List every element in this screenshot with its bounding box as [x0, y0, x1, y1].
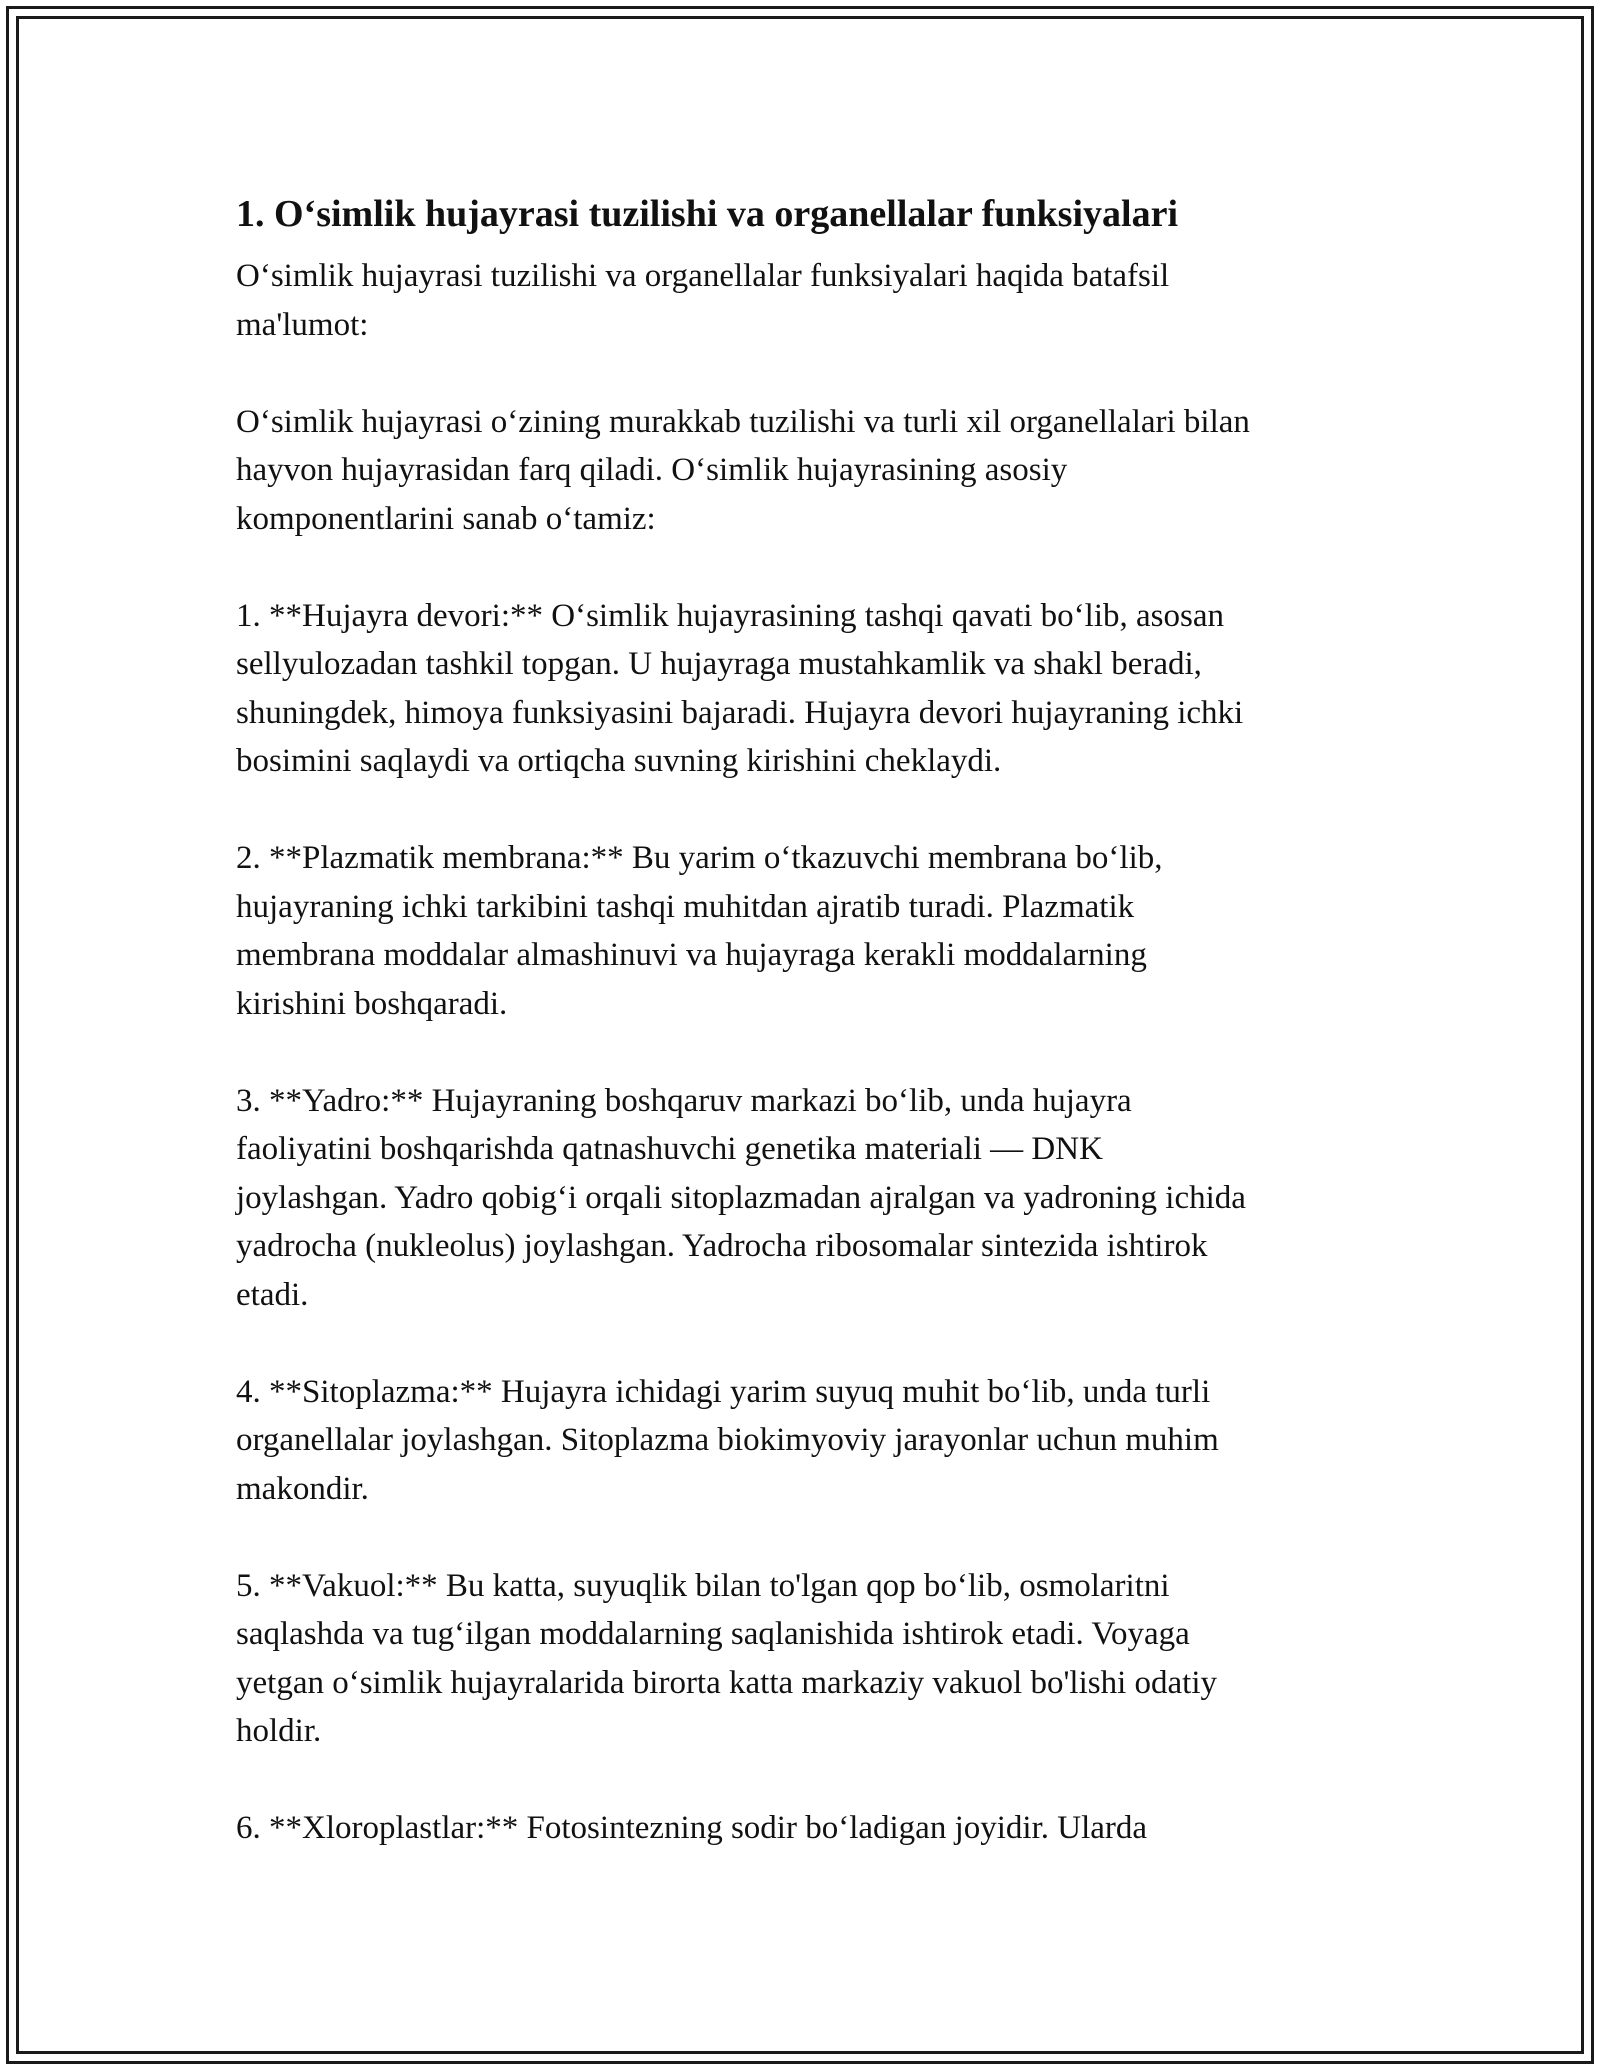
paragraph-line: membrana moddalar almashinuvi va hujayraga kerakli moddalarning [236, 937, 1147, 973]
paragraph-line: shuningdek, himoya funksiyasini bajaradi. Hujayra devori hujayraning ichki [236, 694, 1244, 731]
paragraph-line: bosimini saqlaydi va ortiqcha suvning kirishini cheklaydi. [236, 743, 1002, 779]
paragraph-line: saqlashda va tug‘ilgan moddalarning saqlanishida ishtirok etadi. Voyaga [236, 1616, 1190, 1652]
paragraph-line: 1. **Hujayra devori:** O‘simlik hujayrasining tashqi qavati bo‘lib, asosan [236, 597, 1224, 634]
paragraph-line: joylashgan. Yadro qobig‘i orqali sitoplazmadan ajralgan va yadroning ichida [236, 1179, 1246, 1216]
paragraph-line: hujayraning ichki tarkibini tashqi muhitdan ajratib turadi. Plazmatik [236, 888, 1135, 925]
paragraph-line: organellalar joylashgan. Sitoplazma biokimyoviy jarayonlar uchun muhim [236, 1422, 1219, 1458]
paragraph-line: faoliyatini boshqarishda qatnashuvchi genetika materiali — DNK [236, 1131, 1103, 1167]
paragraph-line: etadi. [236, 1276, 309, 1313]
paragraph-line: holdir. [236, 1713, 322, 1749]
document-title: 1. O‘simlik hujayrasi tuzilishi va organellalar funksiyalari [236, 193, 1179, 235]
paragraph-8 [236, 1804, 1371, 1853]
paragraph-7 [236, 1562, 1371, 1756]
paragraph-line: O‘simlik hujayrasi o‘zining murakkab tuzilishi va turli xil organellalari bilan [236, 403, 1250, 440]
paragraph-list [236, 252, 1371, 1853]
paragraph-3 [236, 592, 1371, 786]
paragraph-4 [236, 834, 1371, 1028]
paragraph-line: 2. **Plazmatik membrana:** Bu yarim o‘tkazuvchi membrana bo‘lib, [236, 840, 1163, 876]
paragraph-line: yetgan o‘simlik hujayralarida birorta katta markaziy vakuol bo'lishi odatiy [236, 1664, 1217, 1701]
paragraph-5 [236, 1077, 1371, 1320]
paragraph-line: komponentlarini sanab o‘tamiz: [236, 500, 656, 537]
paragraph-line: 3. **Yadro:** Hujayraning boshqaruv markazi bo‘lib, unda hujayra [236, 1082, 1132, 1119]
paragraph-line: kirishini boshqaradi. [236, 985, 508, 1022]
paragraph-line: ma'lumot: [236, 306, 369, 343]
paragraph-line: sellyulozadan tashkil topgan. U hujayraga mustahkamlik va shakl beradi, [236, 646, 1202, 682]
paragraph-line: 6. **Xloroplastlar:** Fotosintezning sodir bo‘ladigan joyidir. Ularda [236, 1810, 1148, 1846]
paragraph-line: 4. **Sitoplazma:** Hujayra ichidagi yarim suyuq muhit bo‘lib, unda turli [236, 1373, 1211, 1410]
paragraph-line: hayvon hujayrasidan farq qiladi. O‘simlik hujayrasining asosiy [236, 452, 1068, 488]
document-body [236, 186, 1371, 1901]
paragraph-line: yadrocha (nukleolus) joylashgan. Yadrocha ribosomalar sintezida ishtirok [236, 1228, 1208, 1264]
paragraph-line: O‘simlik hujayrasi tuzilishi va organellalar funksiyalari haqida batafsil [236, 258, 1170, 294]
paragraph-line: makondir. [236, 1470, 369, 1507]
paragraph-6 [236, 1368, 1371, 1514]
paragraph-2 [236, 398, 1371, 544]
paragraph-1 [236, 252, 1371, 349]
paragraph-line: 5. **Vakuol:** Bu katta, suyuqlik bilan to'lgan qop bo‘lib, osmolaritni [236, 1567, 1170, 1604]
